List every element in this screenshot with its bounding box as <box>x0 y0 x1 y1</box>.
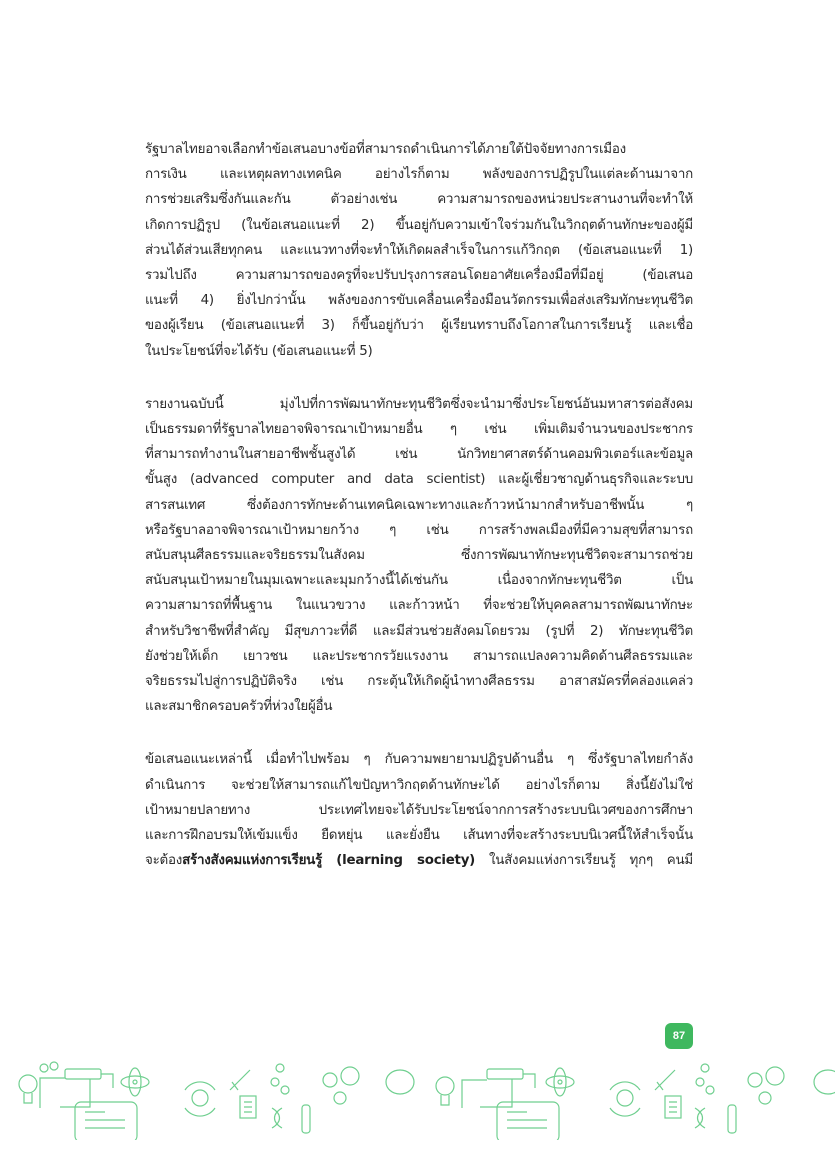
body-text <box>145 137 693 901</box>
text-line: ที่สามารถทำงานในสายอาชีพชั้นสูงได้ เช่น นักวิทยาศาสตร์ด้านคอมพิวเตอร์และข้อมูล <box>145 447 693 463</box>
text-line: ขั้นสูง (advanced computer and data scientist) และผู้เชี่ยวชาญด้านธุรกิจและระบบ <box>145 472 693 488</box>
test-tube-icon <box>302 1105 310 1133</box>
text-line: การช่วยเสริมซึ่งกันและกัน ตัวอย่างเช่น ความสามารถของหน่วยประสานงานที่จะทำให้ <box>145 192 693 208</box>
text-line: ยังช่วยให้เด็ก เยาวชน และประชากรวัยแรงงาน สามารถแปลงความคิดด้านศีลธรรมและ <box>145 648 693 664</box>
rocket-icon <box>655 1070 675 1090</box>
text-line: แนะที่ 4) ยิ่งไปกว่านั้น พลังของการขับเคลื่อนเครื่องมือนวัตกรรมเพื่อส่งเสริมทักษะทุนชีวิต <box>145 293 693 309</box>
brain-icon <box>386 1070 414 1094</box>
text-line: เป็นธรรมดาที่รัฐบาลไทยอาจพิจารณาเป้าหมายอื่น ๆ เช่น เพิ่มเติมจำนวนของประชากร <box>145 422 693 438</box>
document-icon <box>240 1096 256 1118</box>
text-line: การเงิน และเหตุผลทางเทคนิค อย่างไรก็ตาม พลังของการปฏิรูปในแต่ละด้านมาจาก <box>145 167 693 183</box>
gear-circle-icon <box>185 1082 215 1116</box>
test-tube-icon <box>728 1105 736 1133</box>
text-line-emphasis <box>145 848 693 873</box>
lightbulb-icon <box>19 1075 37 1103</box>
brain-icon <box>814 1070 835 1094</box>
gears-icon <box>748 1067 784 1104</box>
molecule-icon <box>696 1064 714 1094</box>
text-line: ข้อเสนอแนะเหล่านี้ เมื่อทำไปพร้อม ๆ กับความพยายามปฏิรูปด้านอื่น ๆ ซึ่งรัฐบาลไทยกำลัง <box>145 752 693 768</box>
dna-icon <box>272 1108 282 1128</box>
dna-icon <box>695 1108 705 1128</box>
text-line: รัฐบาลไทยอาจเลือกทำข้อเสนอบางข้อที่สามารถดำเนินการได้ภายใต้ปัจจัยทางการเมือง <box>145 142 626 157</box>
text-line: สนับสนุนเป้าหมายในมุมเฉพาะและมุมกว้างนี้ได้เช่นกัน เนื่องจากทักษะทุนชีวิต เป็น <box>145 573 693 589</box>
rocket-icon <box>230 1070 250 1090</box>
lightbulb-icon <box>436 1077 454 1105</box>
text-line: จริยธรรมไปสู่การปฏิบัติจริง เช่น กระตุ้นให้เกิดผู้นำทางศีลธรรม อาสาสมัครที่คล่องแคล่ว <box>145 674 693 690</box>
text-line: ของผู้เรียน (ข้อเสนอแนะที่ 3) ก็ขึ้นอยู่กับว่า ผู้เรียนทราบถึงโอกาสในการเรียนรู้ และเชื่อ <box>145 318 693 334</box>
text-line: สนับสนุนศีลธรรมและจริยธรรมในสังคม ซึ่งการพัฒนาทักษะทุนชีวิตจะสามารถช่วย <box>145 548 693 564</box>
paragraph-2 <box>145 392 693 720</box>
gear-circle-icon <box>610 1082 640 1116</box>
text-line: เกิดการปฏิรูป (ในข้อเสนอแนะที่ 2) ขึ้นอยู่กับความเข้าใจร่วมกันในวิกฤตด้านทักษะของผู้มี <box>145 217 693 233</box>
text-suffix: ในสังคมแห่งการเรียนรู้ ทุกๆ คนมี <box>475 853 693 869</box>
text-line: ดำเนินการ จะช่วยให้สามารถแก้ไขปัญหาวิกฤตด้านทักษะได้ อย่างไรก็ตาม สิ่งนี้ยังไม่ใช่ <box>145 777 693 793</box>
text-line: เป้าหมายปลายทาง ประเทศไทยจะได้รับประโยชน์จากการสร้างระบบนิเวศของการศึกษา <box>145 802 693 818</box>
paragraph-1 <box>145 137 693 364</box>
text-line: และการฝึกอบรมให้เข้มแข็ง ยืดหยุ่น และยั่งยืน เส้นทางที่จะสร้างระบบนิเวศนี้ให้สำเร็จนั้น <box>145 828 693 844</box>
text-line: และสมาชิกครอบครัวที่ห่วงใยผู้อื่น <box>145 699 333 715</box>
paragraph-3 <box>145 747 693 873</box>
gears-icon <box>40 1062 58 1072</box>
text-line: ส่วนได้ส่วนเสียทุกคน และแนวทางที่จะทำให้เกิดผลสำเร็จในการแก้วิกฤต (ข้อเสนอแนะที่ 1) <box>145 242 693 258</box>
page-number-badge: 87 <box>665 1023 693 1049</box>
laptop-icon <box>75 1102 137 1140</box>
footer-decoration <box>0 1060 835 1140</box>
text-line: ในประโยชน์ที่จะได้รับ (ข้อเสนอแนะที่ 5) <box>145 343 373 359</box>
document-icon <box>665 1096 681 1118</box>
text-line: ความสามารถที่พื้นฐาน ในแนวขวาง และก้าวหน้า ที่จะช่วยให้บุคคลสามารถพัฒนาทักษะ <box>145 598 693 614</box>
text-line: รายงานฉบับนี้ มุ่งไปที่การพัฒนาทักษะทุนชีวิตซึ่งจะนำมาซึ่งประโยชน์อันมหาสารต่อสังคม <box>145 396 693 412</box>
atom-icon <box>121 1068 149 1096</box>
gears-icon <box>323 1067 359 1104</box>
text-line: หรือรัฐบาลอาจพิจารณาเป้าหมายกว้าง ๆ เช่น การสร้างพลเมืองที่มีความสุขที่สามารถ <box>145 522 693 538</box>
bold-term-learning-society: สร้างสังคมแห่งการเรียนรู้ (learning society) <box>182 853 476 869</box>
molecule-icon <box>271 1064 289 1094</box>
text-line: รวมไปถึง ความสามารถของครูที่จะปรับปรุงการสอนโดยอาศัยเครื่องมือที่มีอยู่ (ข้อเสนอ <box>145 268 693 284</box>
text-prefix: จะต้อง <box>145 853 183 869</box>
text-line: สารสนเทศ ซึ่งต้องการทักษะด้านเทคนิคเฉพาะทางและก้าวหน้ามากสำหรับอาชีพนั้น ๆ <box>145 497 693 513</box>
atom-icon <box>546 1068 574 1096</box>
laptop-icon <box>497 1102 559 1140</box>
text-line: สำหรับวิชาชีพที่สำคัญ มีสุขภาวะที่ดี และมีส่วนช่วยสังคมโดยรวม (รูปที่ 2) ทักษะทุนชีวิต <box>145 623 693 639</box>
